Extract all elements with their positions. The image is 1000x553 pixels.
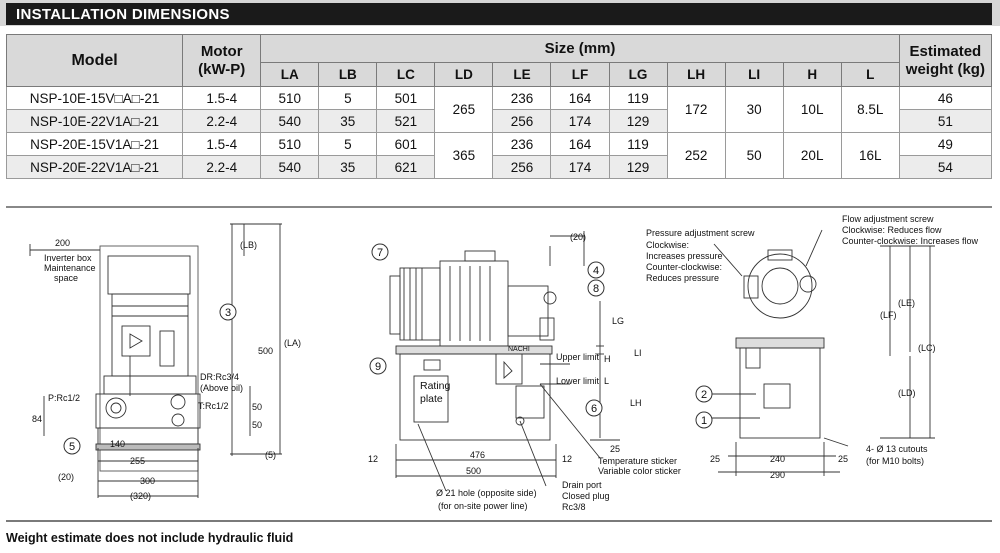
callout-9: 9	[374, 361, 382, 373]
cell-lc: 621	[377, 156, 435, 179]
col-header: LI	[725, 63, 783, 87]
installation-drawings	[0, 206, 1000, 518]
hole-sublabel: (for on-site power line)	[438, 501, 528, 511]
pressure-screw-title: Pressure adjustment screw	[646, 228, 755, 238]
dim-lc: (LC)	[918, 343, 936, 353]
weight-cell: 49	[899, 133, 991, 156]
cell-li: 50	[725, 133, 783, 179]
dim-84: 84	[32, 414, 43, 424]
above-oil-label: (Above oil)	[200, 383, 244, 393]
rating-plate-label: Rating	[420, 380, 451, 392]
drain-port-label: Drain port	[562, 480, 602, 490]
dim-25-right: 25	[838, 454, 849, 464]
dim-lg: LG	[612, 316, 625, 326]
cell-la: 510	[261, 87, 319, 110]
model-cell: NSP-10E-22V1A□-21	[7, 110, 183, 133]
flow-cw-label: Clockwise: Reduces flow	[842, 225, 942, 235]
cell-le: 236	[493, 87, 551, 110]
cell-lg: 119	[609, 133, 667, 156]
callout-6: 6	[590, 403, 598, 415]
table-row	[7, 133, 992, 156]
size-header: Size (mm)	[261, 35, 900, 63]
dim-255: 255	[130, 456, 146, 466]
dim-lh: LH	[630, 398, 642, 408]
dim-140: 140	[110, 439, 126, 449]
col-header: LH	[667, 63, 725, 87]
cell-ld: 265	[435, 87, 493, 133]
dim-240: 240	[770, 454, 786, 464]
dimensions-table	[6, 34, 992, 179]
dim-290: 290	[770, 470, 786, 480]
cell-l: 8.5L	[841, 87, 899, 133]
motor-cell: 2.2-4	[183, 110, 261, 133]
callout-3: 3	[224, 307, 232, 319]
cutouts-sublabel: (for M10 bolts)	[866, 456, 925, 466]
dim-la: (LA)	[284, 338, 302, 348]
cell-la: 540	[261, 156, 319, 179]
cell-lh: 172	[667, 87, 725, 133]
cell-l: 16L	[841, 133, 899, 179]
cell-lg: 129	[609, 110, 667, 133]
motor-header: Motor (kW-P)	[183, 35, 261, 87]
weight-cell: 46	[899, 87, 991, 110]
nachi-logo: NACHI	[508, 346, 530, 353]
dim-500-mid: 500	[466, 466, 482, 476]
space-label: space	[54, 273, 79, 283]
pressure-cw-desc: Increases pressure	[646, 251, 723, 261]
dr-port-label: DR:Rc3/4	[200, 372, 240, 382]
dim-25-mid: 25	[610, 444, 621, 454]
cell-li: 30	[725, 87, 783, 133]
cell-h: 20L	[783, 133, 841, 179]
cell-lf: 164	[551, 87, 609, 110]
dim-li: LI	[634, 348, 642, 358]
p-port-label: P:Rc1/2	[48, 393, 81, 403]
section-header	[0, 0, 1000, 26]
model-header: Model	[7, 35, 183, 87]
dim-20-mid: (20)	[570, 232, 587, 242]
hole-label: Ø 21 hole (opposite side)	[436, 488, 537, 498]
maintenance-label: Maintenance	[44, 263, 96, 273]
pressure-ccw-desc: Reduces pressure	[646, 273, 720, 283]
cell-lf: 174	[551, 156, 609, 179]
model-cell: NSP-20E-22V1A□-21	[7, 156, 183, 179]
variable-color-sticker-label: Variable color sticker	[598, 466, 681, 476]
lower-limit-label: Lower limit	[556, 376, 600, 386]
cell-lc: 601	[377, 133, 435, 156]
model-cell: NSP-10E-15V□A□-21	[7, 87, 183, 110]
dim-lb: (LB)	[240, 240, 258, 250]
col-header: LD	[435, 63, 493, 87]
cell-lh: 252	[667, 133, 725, 179]
flow-ccw-label: Counter-clockwise: Increases flow	[842, 236, 979, 246]
footer-divider	[6, 520, 992, 522]
cell-lb: 5	[319, 87, 377, 110]
col-header: LE	[493, 63, 551, 87]
cell-ld: 365	[435, 133, 493, 179]
dim-5: (5)	[265, 450, 276, 460]
weight-header: Estimated weight (kg)	[899, 35, 991, 87]
pressure-ccw-label: Counter-clockwise:	[646, 262, 723, 272]
cell-h: 10L	[783, 87, 841, 133]
pressure-cw-label: Clockwise:	[646, 240, 690, 250]
cell-lf: 174	[551, 110, 609, 133]
callout-4: 4	[592, 265, 600, 277]
table-row	[7, 87, 992, 110]
inverter-box-label: Inverter box	[44, 253, 92, 263]
section-title: INSTALLATION DIMENSIONS	[16, 6, 230, 23]
cell-lb: 35	[319, 110, 377, 133]
col-header: LF	[551, 63, 609, 87]
closed-plug-label: Closed plug	[562, 491, 610, 501]
col-header: LG	[609, 63, 667, 87]
dim-50-lower: 50	[252, 420, 263, 430]
dim-320: (320)	[130, 491, 152, 501]
weight-cell: 51	[899, 110, 991, 133]
dim-12-right: 12	[562, 454, 573, 464]
cell-lb: 5	[319, 133, 377, 156]
cell-la: 540	[261, 110, 319, 133]
cell-lf: 164	[551, 133, 609, 156]
col-header: H	[783, 63, 841, 87]
dim-50-upper: 50	[252, 402, 263, 412]
footer-note: Weight estimate does not include hydraulic fluid	[6, 531, 294, 545]
dim-l: L	[604, 376, 610, 386]
dim-476: 476	[470, 450, 486, 460]
cell-lb: 35	[319, 156, 377, 179]
dim-lf: (LF)	[880, 310, 897, 320]
col-header: L	[841, 63, 899, 87]
callout-1: 1	[700, 415, 708, 427]
end-view-drawing	[708, 230, 935, 476]
dim-ld: (LD)	[898, 388, 916, 398]
cell-lg: 129	[609, 156, 667, 179]
weight-cell: 54	[899, 156, 991, 179]
col-header: LC	[377, 63, 435, 87]
cell-lg: 119	[609, 87, 667, 110]
flow-screw-title: Flow adjustment screw	[842, 214, 934, 224]
cell-lc: 521	[377, 110, 435, 133]
col-header: LA	[261, 63, 319, 87]
dim-20: (20)	[58, 472, 75, 482]
cell-le: 256	[493, 110, 551, 133]
callout-2: 2	[700, 389, 708, 401]
dim-h: H	[604, 354, 611, 364]
upper-limit-label: Upper limit	[556, 352, 600, 362]
dim-300: 300	[140, 476, 156, 486]
col-header: LB	[319, 63, 377, 87]
dim-le: (LE)	[898, 298, 916, 308]
cutouts-label: 4- Ø 13 cutouts	[866, 444, 928, 454]
model-cell: NSP-20E-15V1A□-21	[7, 133, 183, 156]
callout-7: 7	[376, 247, 384, 259]
temperature-sticker-label: Temperature sticker	[598, 456, 678, 466]
callout-5: 5	[68, 441, 76, 453]
t-port-label: T:Rc1/2	[198, 401, 229, 411]
cell-le: 256	[493, 156, 551, 179]
dim-500: 500	[258, 346, 274, 356]
drain-size-label: Rc3/8	[562, 502, 586, 512]
dim-12-left: 12	[368, 454, 379, 464]
motor-cell: 2.2-4	[183, 156, 261, 179]
dim-25-left: 25	[710, 454, 721, 464]
cell-lc: 501	[377, 87, 435, 110]
motor-cell: 1.5-4	[183, 87, 261, 110]
dim-200: 200	[55, 238, 71, 248]
cell-la: 510	[261, 133, 319, 156]
motor-cell: 1.5-4	[183, 133, 261, 156]
cell-le: 236	[493, 133, 551, 156]
callout-8: 8	[592, 283, 600, 295]
rating-plate-label-2: plate	[420, 393, 443, 405]
